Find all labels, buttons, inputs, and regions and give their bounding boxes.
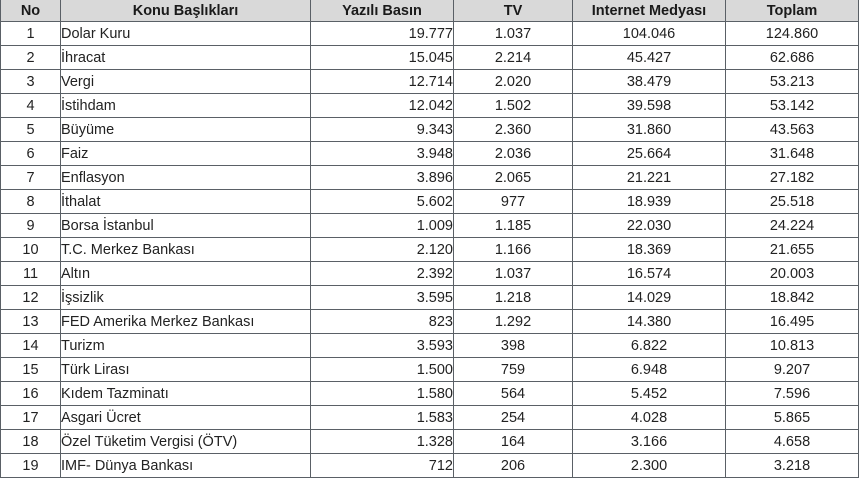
cell-no: 12 (1, 286, 61, 310)
table-row (1, 334, 859, 358)
cell-internet: 18.369 (573, 238, 726, 262)
cell-total: 25.518 (726, 190, 859, 214)
cell-topic: Borsa İstanbul (61, 214, 311, 238)
cell-no: 15 (1, 358, 61, 382)
cell-no: 17 (1, 406, 61, 430)
table-row (1, 46, 859, 70)
cell-press: 15.045 (311, 46, 454, 70)
column-header-tv: TV (454, 0, 573, 22)
cell-topic: İstihdam (61, 94, 311, 118)
cell-total: 20.003 (726, 262, 859, 286)
cell-internet: 22.030 (573, 214, 726, 238)
cell-internet: 25.664 (573, 142, 726, 166)
cell-topic: Asgari Ücret (61, 406, 311, 430)
cell-press: 712 (311, 454, 454, 478)
cell-internet: 21.221 (573, 166, 726, 190)
cell-no: 13 (1, 310, 61, 334)
cell-topic: İhracat (61, 46, 311, 70)
cell-no: 19 (1, 454, 61, 478)
cell-total: 53.142 (726, 94, 859, 118)
cell-total: 5.865 (726, 406, 859, 430)
table-row (1, 118, 859, 142)
cell-tv: 2.360 (454, 118, 573, 142)
cell-topic: Vergi (61, 70, 311, 94)
table-header-row (1, 0, 859, 22)
cell-press: 19.777 (311, 22, 454, 46)
column-header-topic: Konu Başlıkları (61, 0, 311, 22)
cell-tv: 1.502 (454, 94, 573, 118)
cell-press: 823 (311, 310, 454, 334)
cell-no: 4 (1, 94, 61, 118)
cell-internet: 18.939 (573, 190, 726, 214)
cell-topic: Turizm (61, 334, 311, 358)
cell-tv: 2.065 (454, 166, 573, 190)
table-row (1, 166, 859, 190)
table-row (1, 142, 859, 166)
column-header-total: Toplam (726, 0, 859, 22)
cell-topic: İthalat (61, 190, 311, 214)
cell-total: 62.686 (726, 46, 859, 70)
cell-tv: 2.214 (454, 46, 573, 70)
cell-internet: 6.948 (573, 358, 726, 382)
cell-tv: 564 (454, 382, 573, 406)
cell-topic: Faiz (61, 142, 311, 166)
cell-tv: 1.037 (454, 262, 573, 286)
cell-press: 3.593 (311, 334, 454, 358)
table-row (1, 358, 859, 382)
cell-internet: 14.029 (573, 286, 726, 310)
cell-topic: Özel Tüketim Vergisi (ÖTV) (61, 430, 311, 454)
table-row (1, 430, 859, 454)
cell-press: 5.602 (311, 190, 454, 214)
table-row (1, 310, 859, 334)
cell-press: 1.580 (311, 382, 454, 406)
cell-tv: 164 (454, 430, 573, 454)
table-row (1, 22, 859, 46)
table-row (1, 406, 859, 430)
cell-internet: 38.479 (573, 70, 726, 94)
cell-total: 43.563 (726, 118, 859, 142)
table-row (1, 94, 859, 118)
cell-press: 1.583 (311, 406, 454, 430)
table-row (1, 70, 859, 94)
cell-internet: 4.028 (573, 406, 726, 430)
cell-no: 7 (1, 166, 61, 190)
cell-press: 9.343 (311, 118, 454, 142)
cell-no: 6 (1, 142, 61, 166)
cell-internet: 5.452 (573, 382, 726, 406)
cell-total: 31.648 (726, 142, 859, 166)
cell-tv: 206 (454, 454, 573, 478)
cell-no: 10 (1, 238, 61, 262)
table-row (1, 238, 859, 262)
cell-internet: 104.046 (573, 22, 726, 46)
cell-no: 14 (1, 334, 61, 358)
cell-internet: 3.166 (573, 430, 726, 454)
cell-total: 4.658 (726, 430, 859, 454)
cell-topic: Türk Lirası (61, 358, 311, 382)
cell-total: 27.182 (726, 166, 859, 190)
cell-no: 16 (1, 382, 61, 406)
table-row (1, 286, 859, 310)
cell-no: 3 (1, 70, 61, 94)
cell-total: 18.842 (726, 286, 859, 310)
cell-press: 1.500 (311, 358, 454, 382)
cell-tv: 977 (454, 190, 573, 214)
cell-total: 16.495 (726, 310, 859, 334)
cell-internet: 14.380 (573, 310, 726, 334)
cell-no: 9 (1, 214, 61, 238)
cell-press: 12.714 (311, 70, 454, 94)
cell-total: 7.596 (726, 382, 859, 406)
table-body (1, 22, 859, 478)
table-row (1, 454, 859, 478)
cell-total: 124.860 (726, 22, 859, 46)
cell-press: 12.042 (311, 94, 454, 118)
cell-tv: 2.036 (454, 142, 573, 166)
table-row (1, 382, 859, 406)
cell-press: 3.896 (311, 166, 454, 190)
table-row (1, 190, 859, 214)
cell-press: 1.328 (311, 430, 454, 454)
cell-press: 3.595 (311, 286, 454, 310)
cell-topic: İşsizlik (61, 286, 311, 310)
cell-no: 1 (1, 22, 61, 46)
cell-total: 21.655 (726, 238, 859, 262)
cell-tv: 759 (454, 358, 573, 382)
cell-no: 8 (1, 190, 61, 214)
cell-no: 5 (1, 118, 61, 142)
column-header-internet: Internet Medyası (573, 0, 726, 22)
cell-tv: 1.037 (454, 22, 573, 46)
cell-topic: FED Amerika Merkez Bankası (61, 310, 311, 334)
cell-topic: Enflasyon (61, 166, 311, 190)
cell-topic: Altın (61, 262, 311, 286)
cell-internet: 6.822 (573, 334, 726, 358)
column-header-press: Yazılı Basın (311, 0, 454, 22)
cell-total: 9.207 (726, 358, 859, 382)
cell-total: 53.213 (726, 70, 859, 94)
cell-tv: 1.218 (454, 286, 573, 310)
cell-topic: Kıdem Tazminatı (61, 382, 311, 406)
cell-tv: 2.020 (454, 70, 573, 94)
cell-press: 1.009 (311, 214, 454, 238)
cell-no: 11 (1, 262, 61, 286)
cell-topic: Büyüme (61, 118, 311, 142)
cell-tv: 254 (454, 406, 573, 430)
cell-no: 18 (1, 430, 61, 454)
cell-press: 2.120 (311, 238, 454, 262)
cell-internet: 16.574 (573, 262, 726, 286)
cell-tv: 398 (454, 334, 573, 358)
cell-internet: 31.860 (573, 118, 726, 142)
cell-topic: IMF- Dünya Bankası (61, 454, 311, 478)
cell-total: 24.224 (726, 214, 859, 238)
cell-tv: 1.185 (454, 214, 573, 238)
table-row (1, 262, 859, 286)
table-row (1, 214, 859, 238)
cell-total: 3.218 (726, 454, 859, 478)
cell-tv: 1.166 (454, 238, 573, 262)
cell-tv: 1.292 (454, 310, 573, 334)
cell-topic: Dolar Kuru (61, 22, 311, 46)
cell-press: 3.948 (311, 142, 454, 166)
cell-no: 2 (1, 46, 61, 70)
cell-topic: T.C. Merkez Bankası (61, 238, 311, 262)
cell-internet: 45.427 (573, 46, 726, 70)
cell-total: 10.813 (726, 334, 859, 358)
cell-internet: 2.300 (573, 454, 726, 478)
cell-internet: 39.598 (573, 94, 726, 118)
cell-press: 2.392 (311, 262, 454, 286)
column-header-no: No (1, 0, 61, 22)
